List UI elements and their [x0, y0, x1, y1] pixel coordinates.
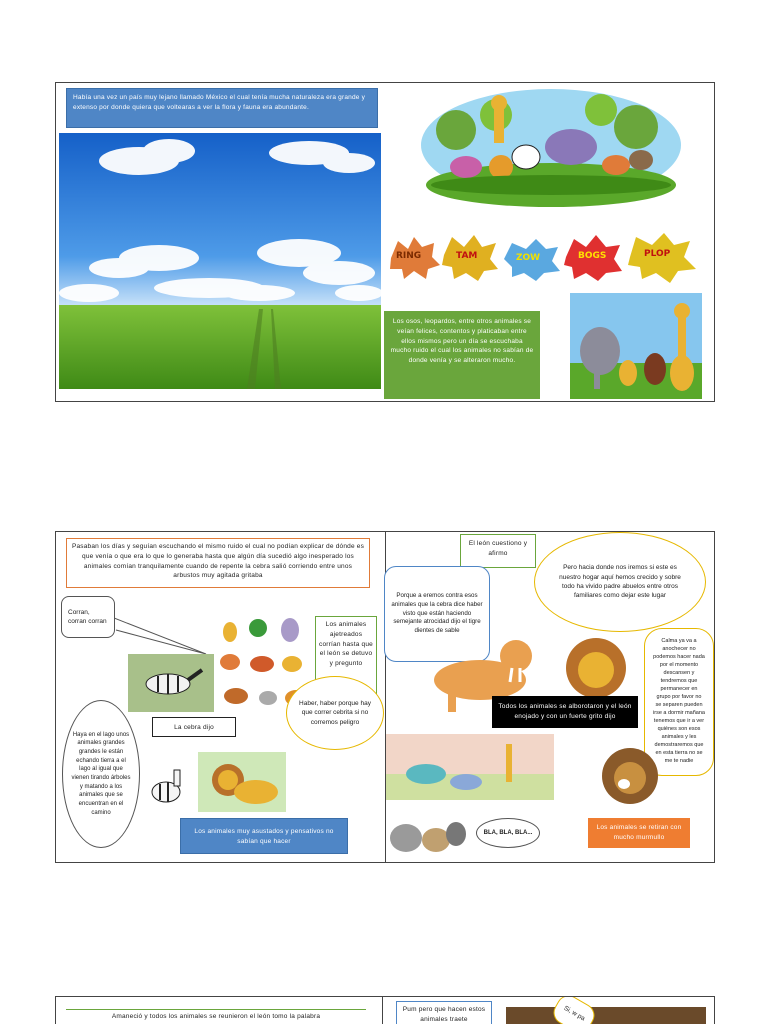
- animals-agitated-text-box: Los animales ajetreados corrían hasta que el león se detuvo y pregunto: [315, 616, 377, 696]
- animal-crowd-image: [386, 804, 470, 860]
- intro-text-box: Pasaban los días y seguían escuchando el mismo ruido el cual no podían explicar de dónde es que venía o que era lo que lo generaba hasta que algún día sucedió algo inesperado los animales comían tranquilamente cuando de repente la cebra salió corriendo entre unos arbustos muy agitada gritaba: [66, 538, 370, 588]
- leon-cuestiono-text-box: El león cuestiono y afirmo: [460, 534, 536, 568]
- page-2: [55, 531, 715, 863]
- running-zebra-image: [128, 654, 214, 712]
- comic-words-row: [386, 231, 708, 285]
- sky-field-image: [59, 133, 381, 389]
- intro-text-box: Había una vez un país muy lejano llamado México el cual tenía mucha naturaleza era grande y extenso por donde quiera que voltearas a ver la flora y fauna era abundante.: [66, 88, 378, 128]
- pum-text-box: Pum pero que hacen estos animales traete: [396, 1001, 492, 1024]
- speech-bubble-haber: Haber, haber porque hay que correr cebrita si no corremos peligro: [286, 676, 384, 750]
- jungle-animals-illustration: [386, 85, 708, 213]
- page-3: [55, 996, 715, 1024]
- amanecio-text: Amaneció y todos los animales se reunieron el león tomo la palabra: [66, 1009, 366, 1023]
- comic-word-2: TAM: [456, 251, 478, 261]
- speech-bubble-hogar: Pero hacia donde nos iremos si este es nuestro hogar aquí hemos crecido y sobre todo ha vivido padre abuelos entre otros familiares como dejar este lugar: [534, 532, 706, 632]
- comic-word-4: BOGS: [578, 251, 607, 261]
- scared-animals-text-box: Los animales muy asustados y pensativos no sabían que hacer: [180, 818, 348, 854]
- page-divider: [382, 997, 383, 1024]
- comic-word-5: PLOP: [644, 249, 671, 259]
- elephant-giraffe-illustration: [570, 293, 702, 399]
- speech-bubble-lake: Haya en el lago unos animales grandes grandes le están echando tierra a el lago al igual que vienen tirando árboles y matando a los animales que se encuentran en el camino: [62, 700, 140, 848]
- speech-bubble-corran: Corran, corran corran: [61, 596, 115, 638]
- cebra-dijo-label: La cebra dijo: [152, 717, 236, 737]
- page-1: [55, 82, 715, 402]
- savanna-animals-image: [386, 734, 554, 800]
- speech-bubble-tiger: Porque a eremos contra esos animales que la cebra dice haber visto que están haciendo semejante atrocidad dijo el tigre dientes de sable: [384, 566, 490, 662]
- alborotaron-text-box: Todos los animales se alborotaron y el león enojado y con un fuerte grito dijo: [492, 696, 638, 728]
- roaring-lion-image: [594, 738, 664, 808]
- lion-face-image: [552, 632, 638, 702]
- lion-image: [198, 752, 286, 812]
- comic-word-3: ZOW: [516, 253, 541, 263]
- speech-bubble-si: Si, w pa: [549, 996, 599, 1024]
- speech-bubble-bla: BLA, BLA, BLA...: [476, 818, 540, 848]
- forest-image: [506, 1007, 706, 1024]
- zebra-image: [146, 766, 190, 812]
- animals-happy-text-box: Los osos, leopardos, entre otros animales se veían felices, contentos y platicaban entre ellos mismos pero un día se escuchaba mucho ruido el cual los animales no sabían de donde venía y se alteraron mucho.: [384, 311, 540, 399]
- bubble-tail-corran: [114, 610, 214, 660]
- speech-bubble-calma: Calma ya va a anochecer no podemos hacer nada por el momento descansen y tendremos que permanecer en grupo por favor no se separen pueden irse a dormir mañana tenemos que ir a ver quiénes son esos animales y les demostraremos que en esta tierra no se me te nadie: [644, 628, 714, 776]
- comic-word-1: RING: [396, 251, 422, 261]
- retiran-text-box: Los animales se retiran con mucho murmullo: [588, 818, 690, 848]
